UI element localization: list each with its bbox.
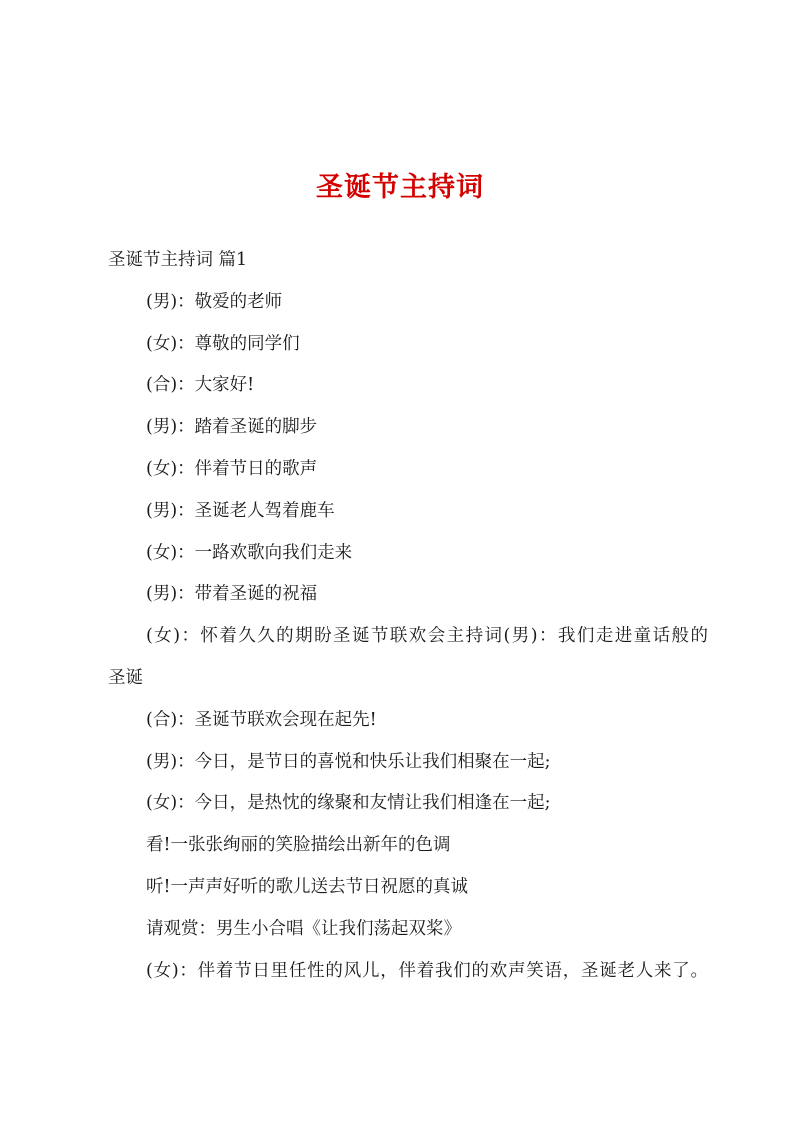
script-line: 听!一声声好听的歌儿送去节日祝愿的真诚 [146, 876, 469, 897]
script-line: (合)：圣诞节联欢会现在起先! [146, 709, 377, 730]
script-line-continuation: 圣诞 [108, 667, 143, 688]
document-title: 圣诞节主持词 [316, 172, 484, 203]
script-line: (女)：伴着节日的歌声 [146, 458, 318, 479]
script-line: (女)：今日，是热忱的缘聚和友情让我们相逢在一起; [146, 793, 551, 814]
section-heading: 圣诞节主持词 篇1 [108, 250, 248, 270]
script-line: (女)：怀着久久的期盼圣诞节联欢会主持词(男)：我们走进童话般的 [146, 626, 708, 647]
script-line: (合)：大家好! [146, 375, 255, 396]
script-line: (男)：圣诞老人驾着鹿车 [146, 500, 335, 521]
script-line: (女)：一路欢歌向我们走来 [146, 542, 353, 563]
script-line: (男)：带着圣诞的祝福 [146, 584, 318, 605]
document-body [108, 240, 708, 992]
script-line: 看!一张张绚丽的笑脸描绘出新年的色调 [146, 835, 451, 856]
script-line: (男)：敬爱的老师 [146, 291, 283, 312]
script-line: 请观赏：男生小合唱《让我们荡起双桨》 [146, 918, 461, 939]
script-line: (女)：尊敬的同学们 [146, 333, 300, 354]
script-line: (男)：今日，是节日的喜悦和快乐让我们相聚在一起; [146, 751, 551, 772]
script-line: (女)：伴着节日里任性的风儿，伴着我们的欢声笑语，圣诞老人来了。 [146, 960, 708, 981]
script-line: (男)：踏着圣诞的脚步 [146, 417, 318, 438]
